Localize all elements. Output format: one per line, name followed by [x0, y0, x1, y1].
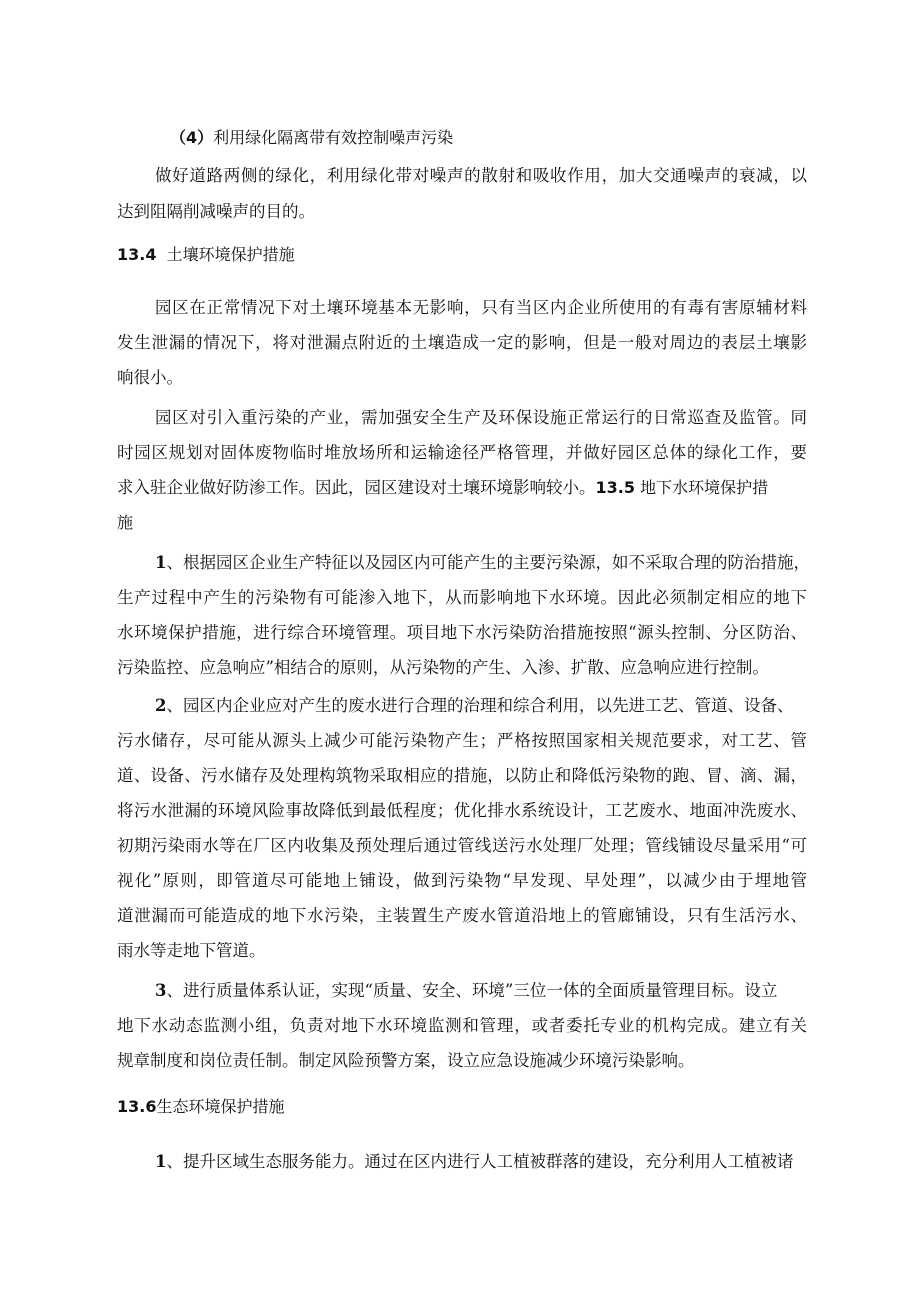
- list-item-1: [155, 553, 810, 573]
- section-title: 生态环境保护措施: [156, 1097, 285, 1116]
- subsection-4-heading: [170, 128, 453, 148]
- section-title: 地下水环境保护措: [640, 478, 769, 497]
- section-title: 土壤环境保护措施: [166, 245, 295, 264]
- paragraph-text: 、提升区域生态服务能力。通过在区内进行人工植被群落的建设，充分利用人工植被诸: [166, 1152, 794, 1171]
- paragraph-text: 、根据园区企业生产特征以及园区内可能产生的主要污染源，如不采取合理的防治措施，: [166, 553, 810, 572]
- paragraph-line: 污水储存，尽可能从源头上减少可能污染物产生；严格按照国家相关规范要求，对工艺、管: [117, 731, 807, 750]
- subsection-4-title: 利用绿化隔离带有效控制噪声污染: [213, 128, 454, 147]
- paragraph-line: 时园区规划对固体废物临时堆放场所和运输途径严格管理，并做好园区总体的绿化工作，要: [117, 443, 807, 462]
- paragraph-line: 达到阻隔削减噪声的目的。: [117, 202, 315, 221]
- paragraph-line: 道泄漏而可能造成的地下水污染，主装置生产废水管道沿地上的管廊铺设，只有生活污水、: [117, 906, 807, 925]
- paragraph-line: 园区在正常情况下对土壤环境基本无影响，只有当区内企业所使用的有毒有害原辅材料: [155, 298, 807, 317]
- paragraph-text: 、进行质量体系认证，实现“质量、安全、环境”三位一体的全面质量管理目标。设立: [166, 981, 778, 1000]
- paragraph-line: 初期污染雨水等在厂区内收集及预处理后通过管线送污水处理厂处理；管线铺设尽量采用“可: [117, 836, 807, 855]
- paragraph-line: 生产过程中产生的污染物有可能渗入地下，从而影响地下水环境。因此必须制定相应的地下: [117, 588, 807, 607]
- section-number: 13.4: [117, 245, 157, 264]
- paragraph-line: 园区对引入重污染的产业，需加强安全生产及环保设施正常运行的日常巡查及监管。同: [155, 408, 807, 427]
- list-item-3: [155, 981, 777, 1001]
- section-heading-13-4: [117, 245, 295, 265]
- paragraph-line: 道、设备、污水储存及处理构筑物采取相应的措施，以防止和降低污染物的跑、冒、滴、漏，: [117, 766, 807, 785]
- paragraph-line: 地下水动态监测小组，负责对地下水环境监测和管理，或者委托专业的机构完成。建立有关: [117, 1016, 807, 1035]
- subsection-4-label: （4）: [170, 128, 214, 147]
- list-item-eco-1: [155, 1152, 793, 1172]
- section-heading-13-6: [117, 1097, 285, 1117]
- inline-heading-13-5: [596, 478, 769, 497]
- section-number: 13.6: [117, 1097, 157, 1116]
- inline-heading-tail: 施: [117, 513, 134, 532]
- paragraph-line: 规章制度和岗位责任制。制定风险预警方案，设立应急设施减少环境污染影响。: [117, 1051, 695, 1070]
- paragraph-line: 视化”原则，即管道尽可能地上铺设，做到污染物“早发现、早处理”，以减少由于埋地管: [117, 871, 807, 890]
- paragraph-line: 做好道路两侧的绿化，利用绿化带对噪声的散射和吸收作用，加大交通噪声的衰减，以: [155, 166, 807, 185]
- list-item-2: [155, 696, 793, 716]
- item-number: 3: [155, 981, 167, 1000]
- paragraph-line-with-inline-heading: [117, 478, 768, 498]
- paragraph-line: 污染监控、应急响应”相结合的原则，从污染物的产生、入渗、扩散、应急响应进行控制。: [117, 658, 769, 677]
- item-number: 1: [155, 553, 167, 572]
- paragraph-line: 响很小。: [117, 368, 183, 387]
- section-number: 13.5: [595, 478, 635, 497]
- paragraph-line: 将污水泄漏的环境风险事故降低到最低程度；优化排水系统设计，工艺废水、地面冲洗废水、: [117, 801, 807, 820]
- paragraph-line: 雨水等走地下管道。: [117, 941, 266, 960]
- item-number: 1: [155, 1152, 167, 1171]
- paragraph-text: 、园区内企业应对产生的废水进行合理的治理和综合利用，以先进工艺、管道、设备、: [166, 696, 794, 715]
- paragraph-line: 水环境保护措施，进行综合环境管理。项目地下水污染防治措施按照“源头控制、分区防治、: [117, 623, 807, 642]
- paragraph-line: 发生泄漏的情况下，将对泄漏点附近的土壤造成一定的影响，但是一般对周边的表层土壤影: [117, 333, 807, 352]
- item-number: 2: [155, 696, 167, 715]
- paragraph-text: 求入驻企业做好防渗工作。因此，园区建设对土壤环境影响较小。: [117, 478, 596, 497]
